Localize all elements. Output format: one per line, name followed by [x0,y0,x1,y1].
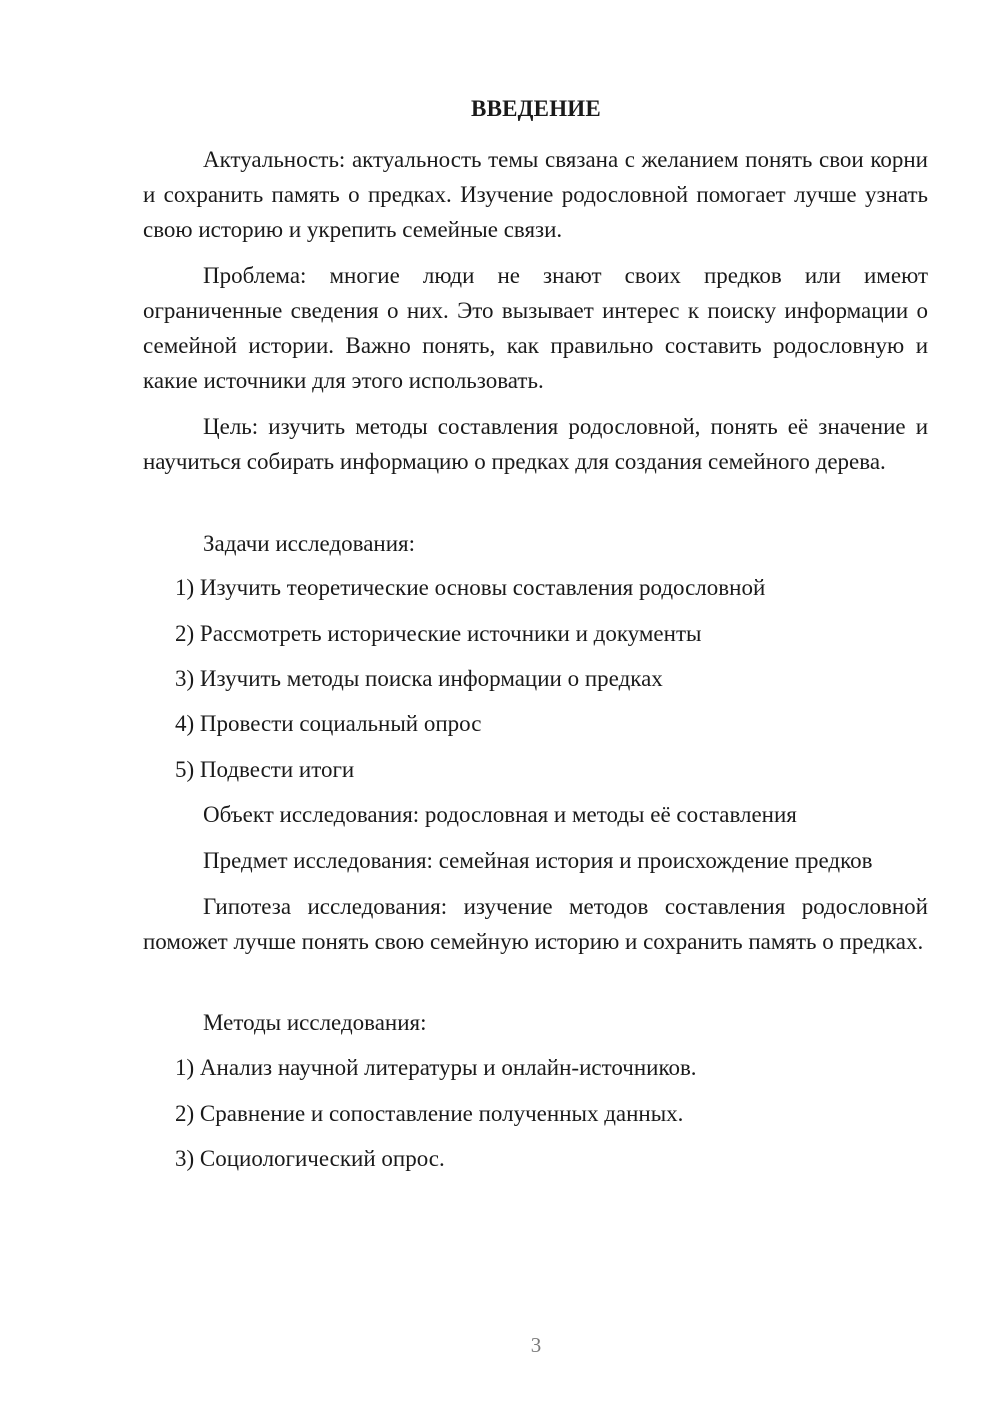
task-item: 1) Изучить теоретические основы составления родословной [175,575,766,600]
task-item: 2) Рассмотреть исторические источники и документы [175,621,702,646]
method-item: 1) Анализ научной литературы и онлайн-источников. [175,1055,697,1080]
method-item: 2) Сравнение и сопоставление полученных данных. [175,1101,684,1126]
methods-title: Методы исследования: [203,1010,427,1035]
task-item: 4) Провести социальный опрос [175,711,482,736]
hypothesis-paragraph: Гипотеза исследования: изучение методов составления родословной поможет лучше понять свою семейную историю и сохранить память о предках. [143,894,928,954]
method-item: 3) Социологический опрос. [175,1146,445,1171]
relevance-paragraph: Актуальность: актуальность темы связана с желанием понять свои корни и сохранить память о предках. Изучение родословной помогает лучше узнать свою историю и укрепить семейные связи. [143,147,928,242]
tasks-title: Задачи исследования: [203,531,416,556]
page-title: ВВЕДЕНИЕ [471,96,601,121]
problem-paragraph: Проблема: многие люди не знают своих предков или имеют ограниченные сведения о них. Это вызывает интерес к поиску информации о семейной истории. Важно понять, как правильно составить родословную и какие источники для этого использовать. [143,263,928,393]
object-paragraph: Объект исследования: родословная и методы её составления [203,802,797,827]
task-item: 3) Изучить методы поиска информации о предках [175,666,663,691]
page-number: 3 [530,1333,542,1357]
subject-paragraph: Предмет исследования: семейная история и происхождение предков [203,848,873,873]
goal-paragraph: Цель: изучить методы составления родословной, понять её значение и научиться собирать информацию о предках для создания семейного дерева. [143,414,928,474]
task-item: 5) Подвести итоги [175,757,355,782]
